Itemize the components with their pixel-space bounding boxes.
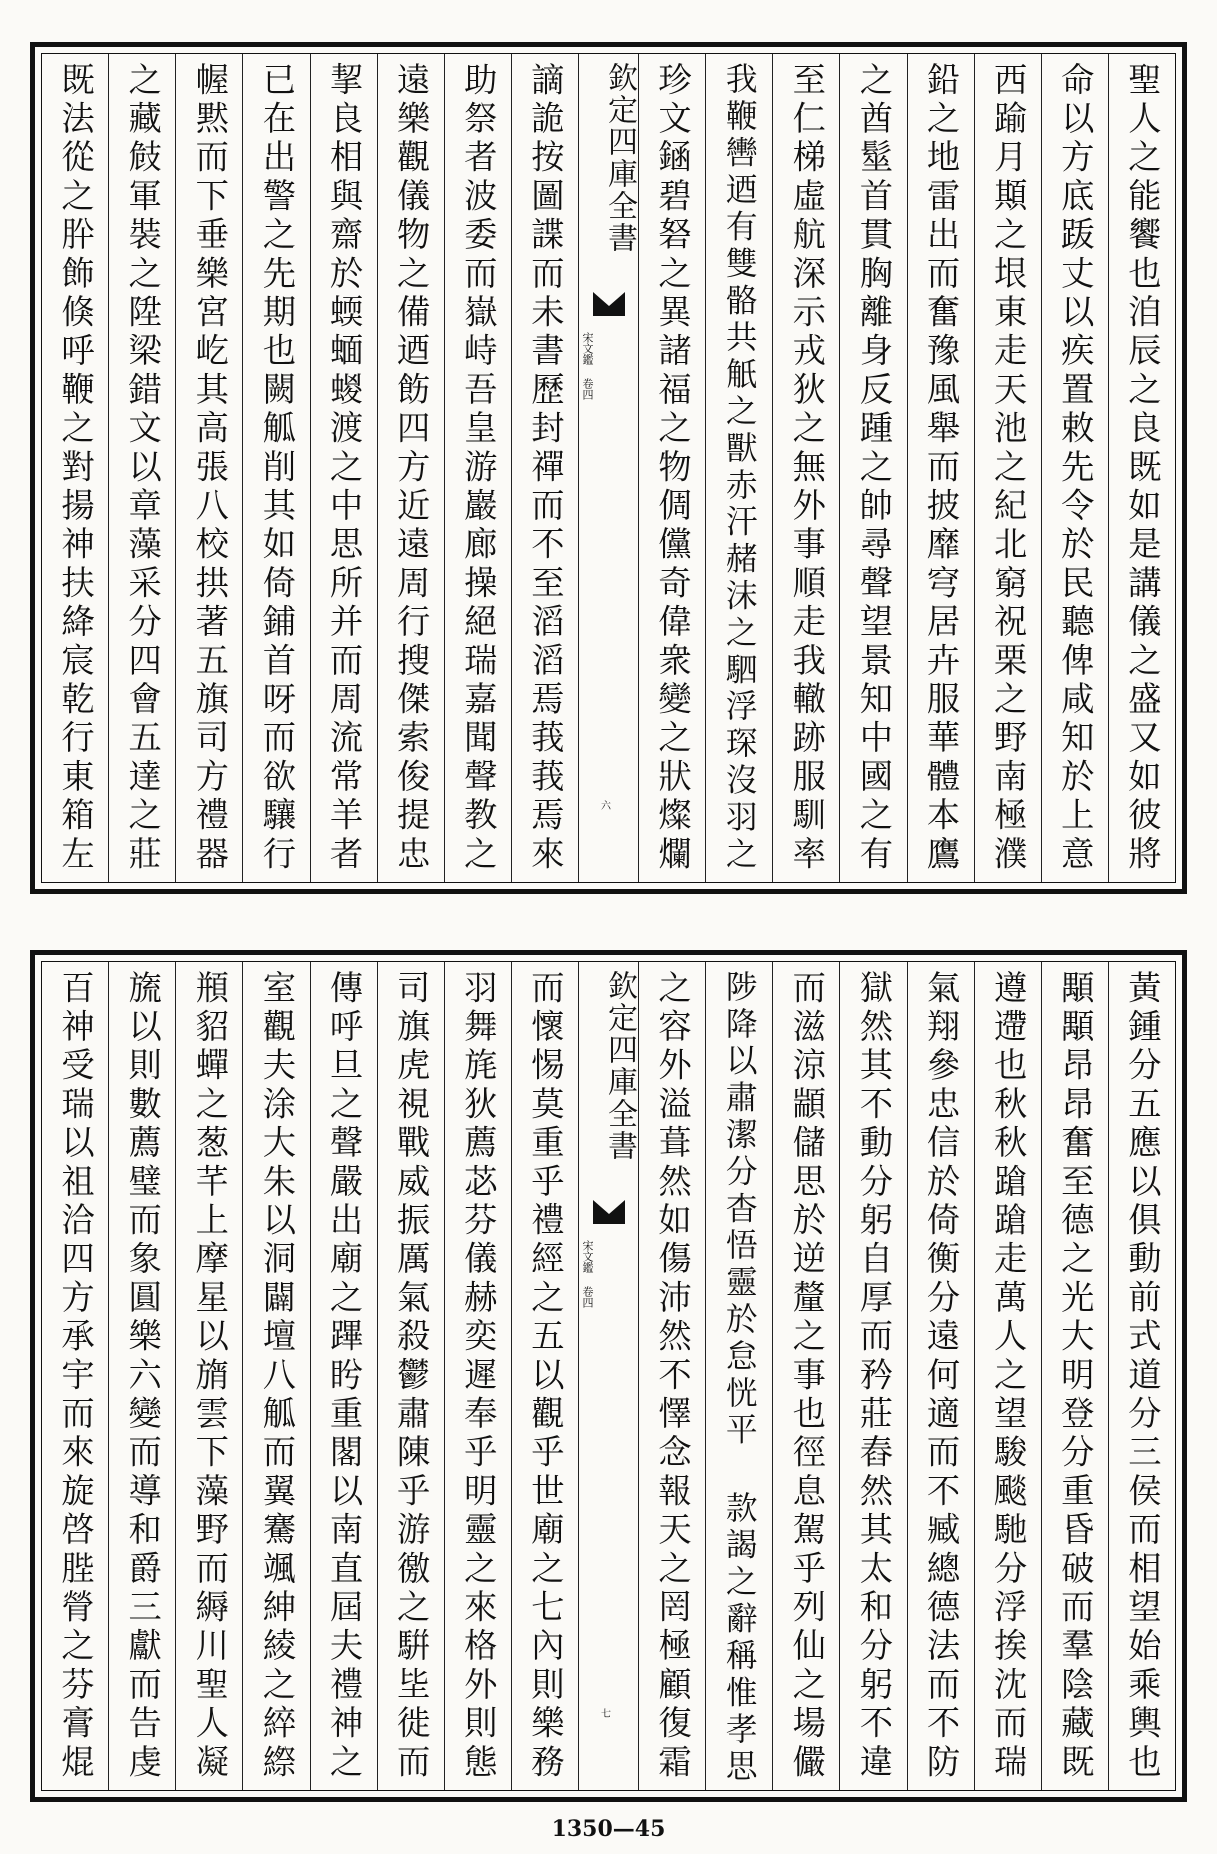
lower-page xyxy=(30,950,1187,1802)
book-title: 欽定四庫全書 xyxy=(602,62,637,254)
text-column: 之酋髽首貫胸離身反踵之帥尋聲望景知中國之有 xyxy=(839,54,906,882)
text-column: 而懷惕莫重乎禮經之五以觀乎世廟之七內則樂務 xyxy=(511,962,578,1790)
text-column: 百神受瑞以祖洽四方承宇而來旋啓䏶膋之芬膏焜 xyxy=(56,970,96,1783)
text-column: 之容外溢葺然如傷沛然不懌念報天之罔極顧復霜 xyxy=(638,962,705,1790)
text-column: 遠樂觀儀物之備迺飭四方近遠周行搜傑索俊提忠 xyxy=(377,54,444,882)
upper-page xyxy=(30,42,1187,894)
text-column: 命以方底䟦丈以疾置敕先令於民聽俾咸知於上意 xyxy=(1041,54,1108,882)
center-fold-column xyxy=(578,962,638,1790)
text-column: 已在出警之先期也闕觚削其如倚鋪首呀而欲驤行 xyxy=(242,54,309,882)
text-column: 室觀夫涂大朱以洞闢壇八觚而翼騫颯紳綾之綷縩 xyxy=(242,962,309,1790)
text-column: 珍文䤴碧砮之異諸福之物倜儻奇偉衆變之狀燦爛 xyxy=(638,54,705,882)
book-title: 欽定四庫全書 xyxy=(602,970,637,1162)
text-column: 既法從之肸飾倏呼鞭之對揚神扶絳宸乾行東箱左 xyxy=(56,62,96,875)
volume-label: 宋文鑑 卷四 xyxy=(581,332,594,400)
text-column: 旒以則數薦璧而象圓樂六變而導和爵三獻而告虔 xyxy=(108,962,175,1790)
text-column: 遵遰也秋秋蹌蹌走萬人之望駿颷馳分浮挨沈而瑞 xyxy=(974,962,1041,1790)
text-column: 頩貂蟬之葱芊上摩星以旓雲下藻野而縟川聖人凝 xyxy=(175,962,242,1790)
lower-page-frame xyxy=(41,961,1176,1791)
upper-page-frame xyxy=(41,53,1176,883)
text-column: 司旗虎視戰威振厲氣殺鬱肅陳乎游徼之騈坒徙而 xyxy=(377,962,444,1790)
text-column: 謫詭按圖諜而未書歷封禪而不至滔滔焉莪莪焉來 xyxy=(511,54,578,882)
text-column: 氣翔參忠信於倚衡分遠何適而不臧總德法而不防 xyxy=(907,962,974,1790)
volume-label: 宋文鑑 卷四 xyxy=(581,1240,594,1308)
text-column: 而滋涼顓儲思於逆釐之事也徑息駕乎列仙之場儼 xyxy=(772,962,839,1790)
page-number: 六 xyxy=(601,801,611,812)
text-column: 挈良相與齋於蝡蝒蝬渡之中思所并而周流常羊者 xyxy=(310,54,377,882)
text-column: 至仁梯虛航深示戎狄之無外事順走我轍跡服馴率 xyxy=(772,54,839,882)
text-column: 羽舞旄狄薦苾芬儀赫奕遲奉乎明靈之來格外則態 xyxy=(444,962,511,1790)
text-column: 陟降以肅潔分杳悟靈於怠恍平 款謁之辭稱惟孝思 xyxy=(705,962,772,1790)
center-fold-column xyxy=(578,54,638,882)
text-column: 我鞭轡迺有雙骼共觗之獸赤汗赭沫之駟浮琛沒羽之 xyxy=(705,54,772,882)
text-column: 黃鍾分五應以俱動前式道分三侯而相望始乘輿也 xyxy=(1108,962,1175,1790)
page-footer-number: 1350—45 xyxy=(551,1816,666,1842)
fishtail-mark-icon xyxy=(593,292,625,316)
text-column: 助祭者波委而嶽峙吾皇游巖廊操絕瑞嘉聞聲教之 xyxy=(444,54,511,882)
text-column: 獄然其不動分躬自厚而矜莊舂然其太和分躬不違 xyxy=(839,962,906,1790)
text-column: 顒顒昂昂奮至德之光大明登分重昏破而羣陰藏既 xyxy=(1041,962,1108,1790)
text-column: 聖人之能饗也洎辰之良既如是講儀之盛又如彼將 xyxy=(1108,54,1175,882)
text-column: 之藏㩻軍裝之陞梁錯文以章藻采分四會五達之莊 xyxy=(108,54,175,882)
fishtail-mark-icon xyxy=(593,1200,625,1224)
text-column: 西踰月䫏之垠東走天池之紀北窮祝栗之野南極濮 xyxy=(974,54,1041,882)
text-column: 傳呼旦之聲嚴出廟之蹕盻重閣以南直屆夫禮神之 xyxy=(310,962,377,1790)
text-column: 幄黙而下垂樂宮屹其高張八校拱著五旗司方禮器 xyxy=(175,54,242,882)
page-number: 七 xyxy=(601,1709,611,1720)
text-column: 鉛之地雷出而奮豫風舉而披靡穹居卉服華體本鷹 xyxy=(907,54,974,882)
